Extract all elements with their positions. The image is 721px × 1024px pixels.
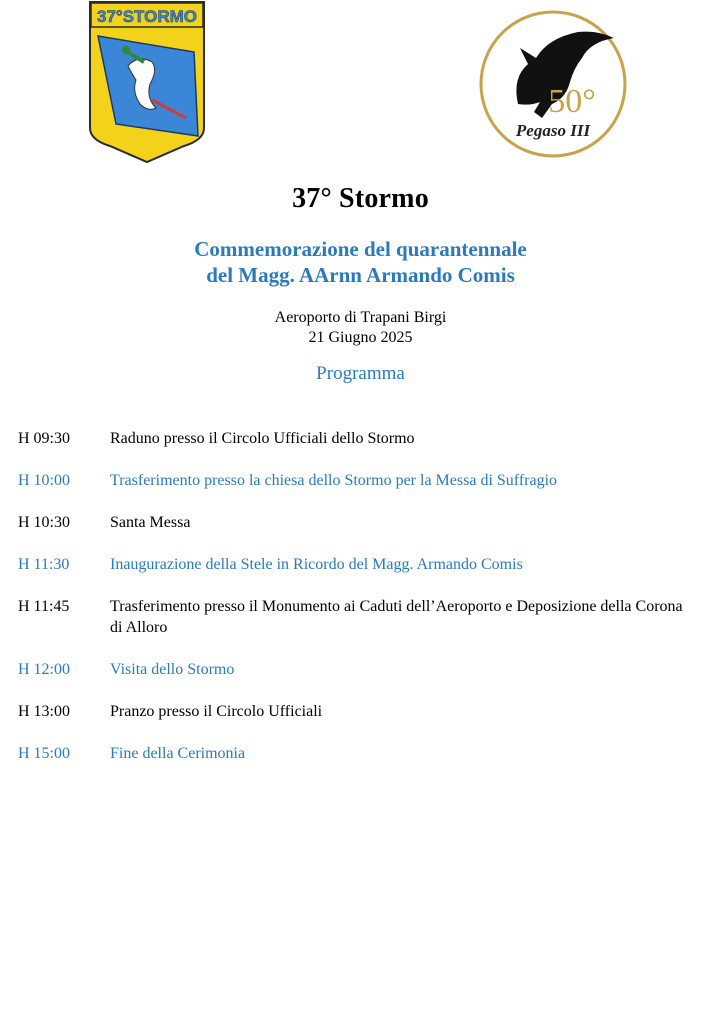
schedule-event: Pranzo presso il Circolo Ufficiali (110, 703, 323, 720)
program-heading: Programma (316, 363, 405, 384)
location: Aeroporto di Trapani Birgi (274, 309, 447, 326)
schedule-row (18, 428, 698, 449)
schedule-row (18, 470, 698, 491)
schedule-time: H 15:00 (18, 745, 70, 762)
svg-text:37°STORMO: 37°STORMO (96, 7, 198, 26)
schedule-event: Santa Messa (110, 514, 191, 531)
schedule-event: Trasferimento presso il Monumento ai Caduti dell’Aeroporto e Deposizione della Corona di Alloro (110, 598, 683, 636)
stormo-crest-logo (86, 0, 208, 164)
schedule-row (18, 554, 698, 575)
schedule-time: H 10:30 (18, 514, 70, 531)
page-title: 37° Stormo (292, 183, 429, 214)
svg-text:50°: 50° (548, 83, 596, 120)
pegaso-badge-logo (478, 8, 628, 160)
schedule-time: H 11:45 (18, 598, 70, 615)
schedule-time: H 13:00 (18, 703, 70, 720)
schedule-event: Visita dello Stormo (110, 661, 235, 678)
schedule-row (18, 512, 698, 533)
svg-text:Pegaso III: Pegaso III (515, 121, 591, 140)
schedule-event: Raduno presso il Circolo Ufficiali dello Stormo (110, 430, 415, 447)
event-location-date (0, 308, 721, 348)
schedule-time: H 10:00 (18, 472, 70, 489)
schedule-list (18, 428, 698, 785)
schedule-row (18, 659, 698, 680)
subtitle (0, 236, 721, 288)
schedule-time: H 11:30 (18, 556, 70, 573)
schedule-event: Inaugurazione della Stele in Ricordo del Magg. Armando Comis (110, 556, 523, 573)
subtitle-line-1: Commemorazione del quarantennale (194, 237, 527, 261)
date: 21 Giugno 2025 (308, 329, 413, 346)
subtitle-line-2: del Magg. AArnn Armando Comis (206, 263, 515, 287)
schedule-row (18, 743, 698, 764)
schedule-event: Fine della Cerimonia (110, 745, 246, 762)
schedule-time: H 12:00 (18, 661, 70, 678)
schedule-row (18, 596, 698, 638)
schedule-event: Trasferimento presso la chiesa dello Stormo per la Messa di Suffragio (110, 472, 558, 489)
schedule-time: H 09:30 (18, 430, 70, 447)
schedule-row (18, 701, 698, 722)
